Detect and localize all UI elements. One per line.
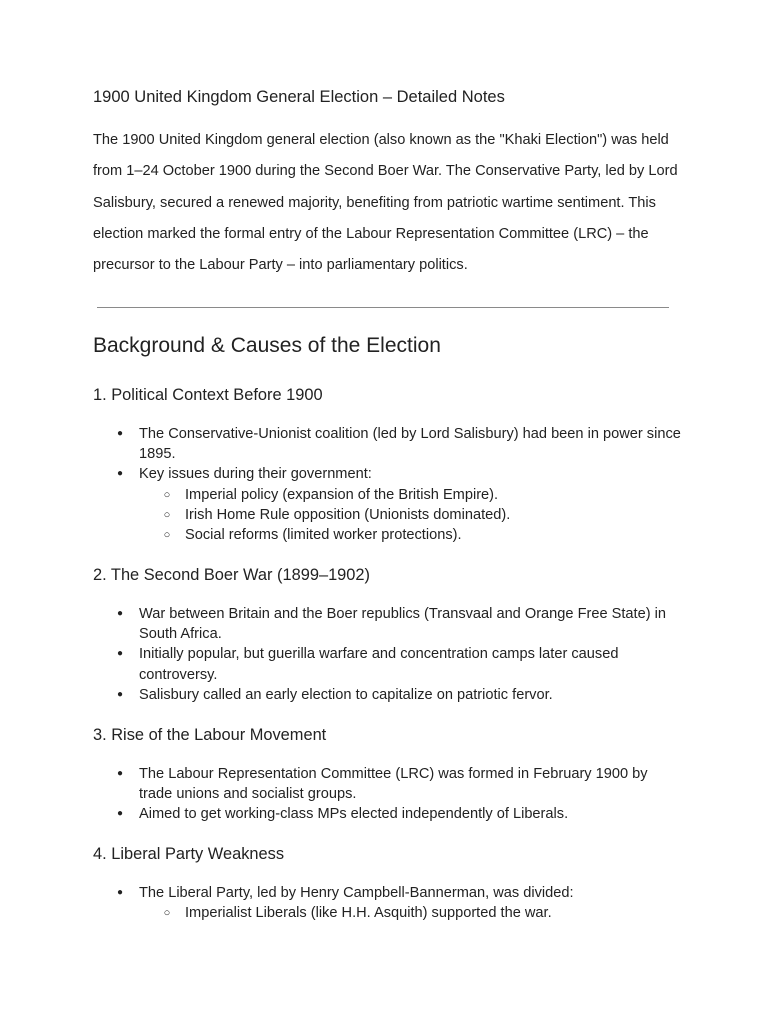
section-liberal-weakness: [93, 843, 683, 923]
list-item: [93, 424, 683, 464]
bullet-list: [93, 883, 683, 923]
section-title: 2. The Second Boer War (1899–1902): [93, 566, 370, 584]
section-title: 3. Rise of the Labour Movement: [93, 726, 327, 744]
section-labour-movement: [93, 724, 683, 825]
bullet-icon: ●: [116, 887, 124, 898]
bullet-icon: ●: [116, 688, 124, 700]
sub-list-item-text: Social reforms (limited worker protections).: [185, 527, 462, 544]
list-item: [93, 883, 683, 923]
hollow-bullet-icon: ○: [163, 488, 171, 501]
list-item: [93, 464, 683, 545]
bullet-list: [93, 424, 683, 545]
intro-paragraph: The 1900 United Kingdom general election (also known as the "Khaki Election") was held from 1–24 October 1900 during the Second Boer War. The Conservative Party, led by Lord Salisbury, secured a renewed majority, benefiting from patriotic wartime sentiment. This election marked the formal entry of the Labour Representation Committee (LRC) – the precursor to the Labour Party – into parliamentary politics.: [93, 132, 678, 274]
sub-list-item: [139, 525, 683, 545]
list-item-text: Aimed to get working-class MPs elected independently of Liberals.: [139, 806, 569, 823]
list-item: [93, 685, 683, 705]
sub-list-item: [139, 505, 683, 525]
list-item-text: Initially popular, but guerilla warfare and concentration camps later caused controversy.: [139, 646, 619, 683]
sub-list-item-text: Irish Home Rule opposition (Unionists dominated).: [185, 506, 511, 523]
bullet-icon: ●: [116, 428, 124, 439]
sub-bullet-list: [139, 485, 683, 546]
hollow-bullet-icon: ○: [163, 529, 171, 542]
section-title: 4. Liberal Party Weakness: [93, 845, 285, 863]
list-item-text: The Conservative-Unionist coalition (led by Lord Salisbury) had been in power since 1895.: [139, 426, 681, 463]
horizontal-rule: [97, 307, 669, 308]
sub-list-item: [139, 903, 683, 923]
hollow-bullet-icon: ○: [163, 907, 171, 920]
section-title: 1. Political Context Before 1900: [93, 386, 323, 404]
sub-bullet-list: [139, 903, 683, 923]
sub-list-item-text: Imperialist Liberals (like H.H. Asquith) supported the war.: [185, 905, 552, 922]
section-political-context: [93, 384, 683, 545]
list-item-text: Key issues during their government:: [139, 466, 372, 483]
list-item: [93, 604, 683, 644]
list-item-text: The Liberal Party, led by Henry Campbell-Bannerman, was divided:: [139, 885, 574, 901]
sub-list-item: [139, 485, 683, 505]
list-item-text: War between Britain and the Boer republics (Transvaal and Orange Free State) in South Africa.: [139, 606, 666, 643]
bullet-list: [93, 764, 683, 825]
bullet-icon: ●: [116, 808, 124, 820]
bullet-list: [93, 604, 683, 705]
document-page: [93, 86, 683, 922]
list-item: [93, 804, 683, 824]
bullet-icon: ●: [116, 468, 124, 480]
bullet-icon: ●: [116, 608, 124, 619]
sub-list-item-text: Imperial policy (expansion of the British Empire).: [185, 486, 499, 503]
hollow-bullet-icon: ○: [163, 508, 171, 521]
section-boer-war: [93, 564, 683, 705]
bullet-icon: ●: [116, 648, 124, 660]
list-item-text: The Labour Representation Committee (LRC) was formed in February 1900 by trade unions and socialist groups.: [139, 766, 648, 803]
list-item-text: Salisbury called an early election to capitalize on patriotic fervor.: [139, 686, 553, 703]
list-item: [93, 644, 683, 684]
section-heading: Background & Causes of the Election: [93, 334, 441, 357]
bullet-icon: ●: [116, 768, 124, 779]
list-item: [93, 764, 683, 804]
document-title: 1900 United Kingdom General Election – Detailed Notes: [93, 88, 505, 106]
